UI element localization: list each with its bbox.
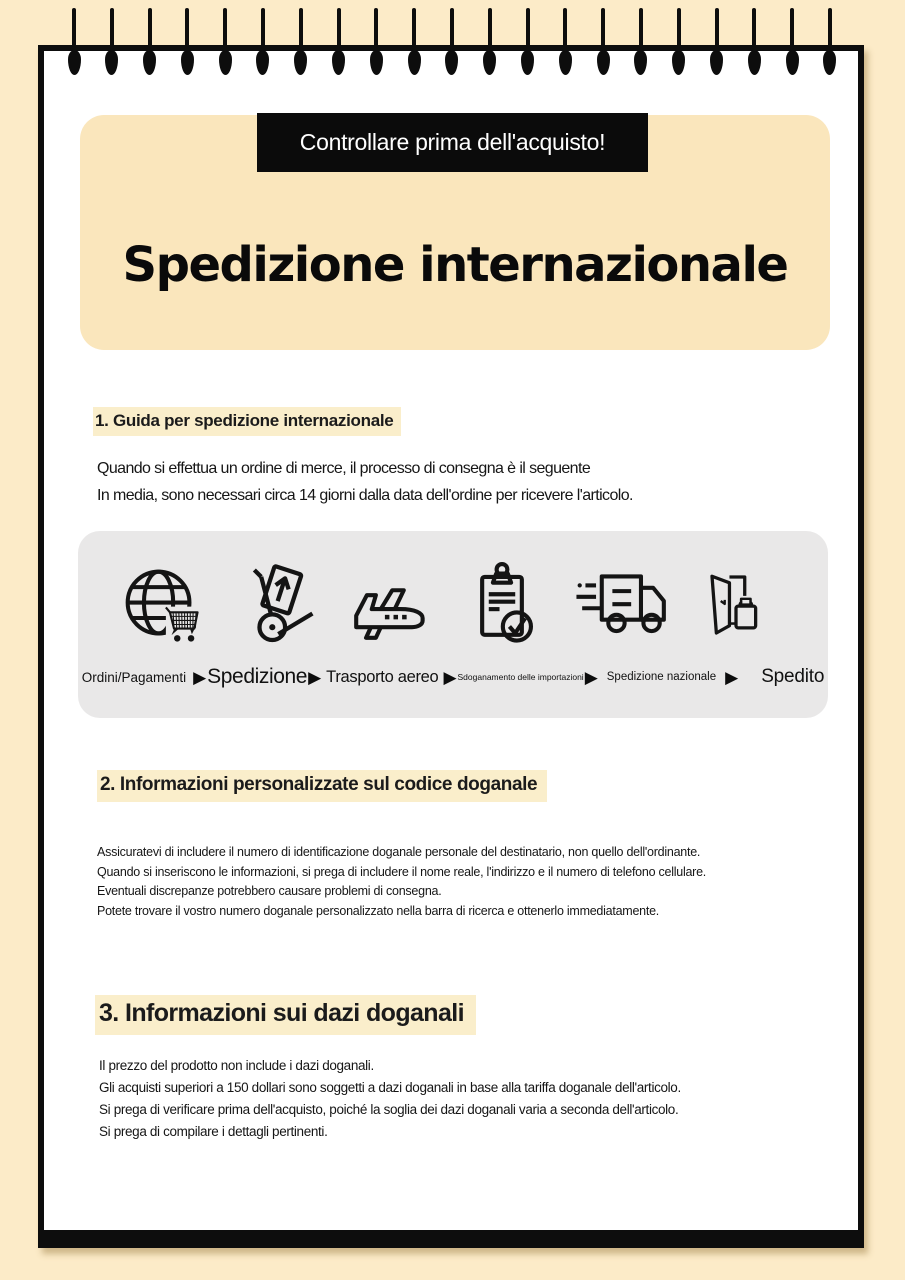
hand-truck-icon (232, 564, 316, 646)
arrow-right-icon: ▶ (725, 667, 739, 687)
spiral-pin (488, 8, 492, 56)
spiral-pin (299, 8, 303, 56)
body-line: Quando si effettua un ordine di merce, il processo di consegna è il seguente (97, 460, 591, 477)
spiral-pin (110, 8, 114, 56)
pre-purchase-banner (257, 113, 648, 172)
process-icons-row (78, 557, 828, 653)
body-line: Gli acquisti superiori a 150 dollari sono soggetti a dazi doganali in base alla tariffa doganale dell'articolo. (99, 1080, 681, 1095)
process-step-label: Sdoganamento delle importazioni (457, 672, 584, 682)
process-step-label: Ordini/Pagamenti (81, 669, 187, 685)
arrow-right-icon: ▶ (443, 667, 457, 687)
process-labels-row (78, 659, 828, 695)
spiral-pin (374, 8, 378, 56)
spiral-pin (563, 8, 567, 56)
arrow-right-icon: ▶ (193, 667, 207, 687)
spiral-pin (526, 8, 530, 56)
spiral-pin (185, 8, 189, 56)
spiral-pin (752, 8, 756, 56)
section-3-heading (95, 995, 476, 1035)
body-line: Assicuratevi di includere il numero di identificazione doganale personale del destinatario, non quello dell'ordinante. (97, 845, 701, 859)
section-1-heading-text: 1. Guida per spedizione internazionale (93, 407, 401, 436)
spiral-pin (639, 8, 643, 56)
body-line: Eventuali discrepanze potrebbero causare problemi di consegna. (97, 884, 442, 898)
section-2-heading-text: 2. Informazioni personalizzate sul codice doganale (97, 770, 547, 802)
spiral-pin (223, 8, 227, 56)
airplane-icon (348, 568, 430, 642)
shipping-process-box (78, 531, 828, 718)
spiral-pin (72, 8, 76, 56)
body-line: Si prega di compilare i dettagli pertinenti. (99, 1124, 328, 1139)
body-line: Potete trovare il vostro numero doganale personalizzato nella barra di ricerca e ottenerlo immediatamente. (97, 903, 660, 918)
globe-cart-icon (122, 565, 200, 645)
spiral-pin (601, 8, 605, 56)
page-title: Spedizione internazionale (122, 237, 788, 293)
process-step-label: Spedito (761, 666, 825, 687)
body-line: Quando si inseriscono le informazioni, si prega di includere il nome reale, l'indirizzo e il numero di telefono cellulare. (97, 864, 707, 879)
spiral-pin (148, 8, 152, 56)
body-line: Il prezzo del prodotto non include i dazi doganali. (99, 1058, 374, 1073)
arrow-right-icon: ▶ (584, 667, 598, 687)
spiral-pin (677, 8, 681, 56)
spiral-pin (450, 8, 454, 56)
section-2-heading (97, 770, 547, 802)
section-1-heading (93, 407, 401, 436)
banner-text: Controllare prima dell'acquisto! (299, 129, 606, 155)
process-step-label: Spedizione (207, 665, 308, 688)
spiral-pin (790, 8, 794, 56)
process-step-label: Spedizione nazionale (606, 671, 717, 683)
spiral-pin (412, 8, 416, 56)
section-1-body (97, 455, 633, 509)
door-delivery-icon (704, 565, 784, 645)
spiral-pin (715, 8, 719, 56)
section-3-heading-text: 3. Informazioni sui dazi doganali (95, 995, 476, 1035)
body-line: In media, sono necessari circa 14 giorni dalla data dell'ordine per ricevere l'articolo. (97, 487, 633, 504)
delivery-truck-icon (574, 567, 672, 643)
spiral-pin (261, 8, 265, 56)
process-step-label: Trasporto aereo (326, 667, 439, 686)
body-line: Si prega di verificare prima dell'acquisto, poiché la soglia dei dazi doganali varia a seconda dell'articolo. (99, 1102, 679, 1117)
section-2-body (97, 843, 706, 921)
customs-clipboard-check-icon (462, 562, 542, 648)
spiral-pin (828, 8, 832, 56)
spiral-pin (337, 8, 341, 56)
arrow-right-icon: ▶ (308, 667, 322, 687)
spiral-binding (72, 8, 832, 88)
section-3-body (99, 1055, 681, 1143)
notebook-page (38, 45, 864, 1248)
